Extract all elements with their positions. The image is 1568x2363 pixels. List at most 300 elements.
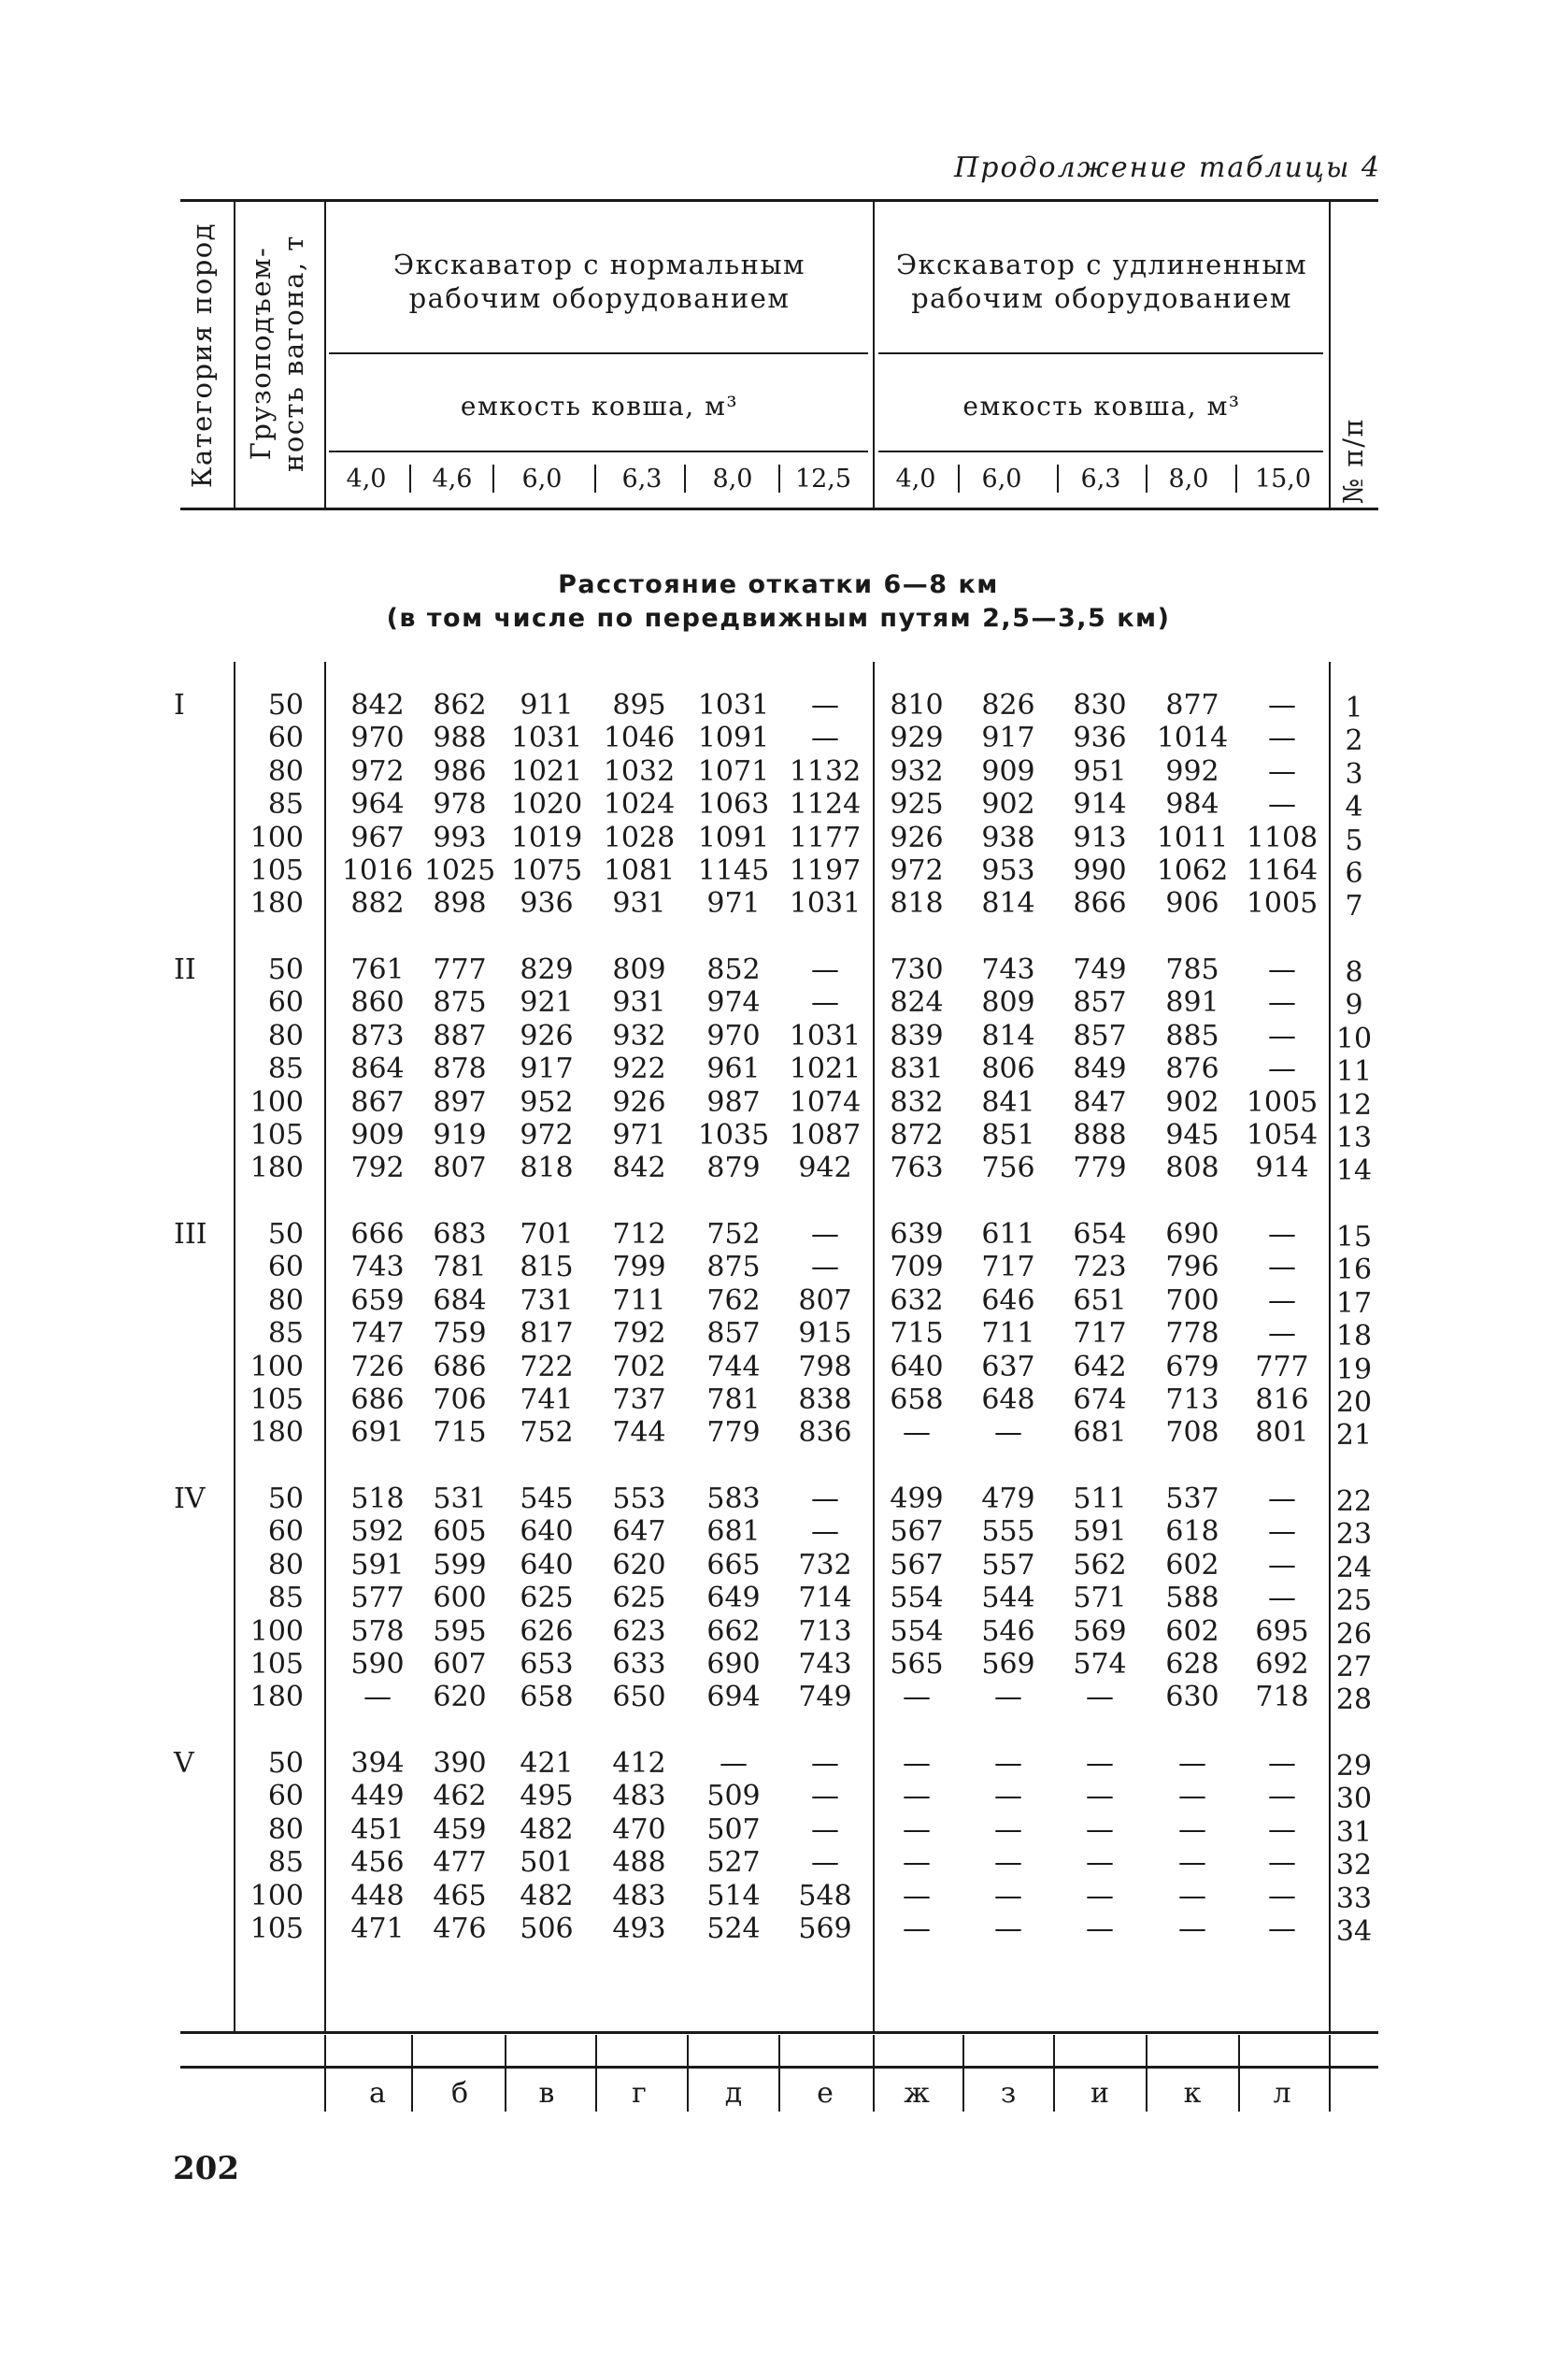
value-cell: 1075 — [510, 854, 583, 887]
load-capacity-cell: 80 — [267, 1019, 304, 1053]
value-cell: 618 — [1165, 1515, 1219, 1549]
value-cell: 695 — [1255, 1614, 1309, 1648]
value-cell: — — [1268, 1053, 1296, 1086]
value-cell: — — [994, 1780, 1022, 1813]
value-cell: — — [1268, 1283, 1296, 1317]
value-cell: — — [811, 1846, 839, 1880]
value-cell: 961 — [706, 1053, 761, 1086]
capacity-value: 8,0 — [712, 465, 753, 494]
value-cell: 451 — [350, 1812, 405, 1846]
value-cell: — — [994, 1846, 1022, 1880]
value-cell: 711 — [981, 1317, 1035, 1351]
section-title — [0, 568, 1562, 636]
value-cell: 747 — [350, 1317, 405, 1351]
bucket-label-normal: емкость ковша, м³ — [460, 391, 739, 422]
value-cell: — — [1086, 1912, 1114, 1945]
value-cell: 722 — [520, 1350, 574, 1383]
row-number-cell: 26 — [1335, 1617, 1373, 1651]
value-cell: — — [903, 1747, 931, 1780]
value-cell: 915 — [798, 1317, 852, 1351]
value-cell: 743 — [350, 1251, 405, 1284]
value-cell: 1035 — [697, 1119, 770, 1152]
value-cell: 952 — [520, 1085, 574, 1119]
value-cell: 642 — [1073, 1350, 1127, 1383]
value-cell: 936 — [520, 887, 574, 921]
value-cell: 925 — [890, 788, 944, 822]
value-cell: 931 — [612, 887, 666, 921]
load-capacity-cell: 85 — [267, 788, 304, 822]
value-cell: — — [1268, 1515, 1296, 1549]
value-cell: 749 — [1073, 953, 1127, 986]
value-cell: 917 — [520, 1053, 574, 1086]
value-cell: 1019 — [510, 821, 583, 854]
value-cell: 650 — [612, 1681, 666, 1714]
row-number-cell: 7 — [1345, 890, 1363, 924]
value-cell: 922 — [612, 1053, 666, 1086]
load-capacity-cell: 180 — [249, 1681, 304, 1714]
value-cell: 867 — [350, 1085, 405, 1119]
column-letter: ж — [904, 2077, 930, 2110]
load-capacity-cell: 105 — [249, 1648, 304, 1681]
value-cell: 902 — [981, 788, 1035, 822]
value-cell: 781 — [706, 1383, 761, 1416]
value-cell: — — [811, 689, 839, 722]
value-cell: 851 — [981, 1119, 1035, 1152]
capacity-value: 6,0 — [521, 465, 563, 494]
value-cell: 1032 — [603, 754, 676, 788]
value-cell: 456 — [350, 1846, 405, 1880]
value-cell: 718 — [1255, 1681, 1309, 1714]
value-cell: 732 — [798, 1548, 852, 1582]
category-label: III — [174, 1218, 207, 1251]
value-cell: 878 — [433, 1053, 487, 1086]
group-extended-title-line1: Экскаватор с удлиненным — [895, 249, 1308, 280]
value-cell: 841 — [981, 1085, 1035, 1119]
value-cell: 557 — [981, 1548, 1035, 1582]
value-cell: 465 — [433, 1879, 487, 1912]
value-cell: — — [1268, 1912, 1296, 1945]
value-cell: 818 — [890, 887, 944, 921]
value-cell: 493 — [612, 1912, 666, 1945]
value-cell: 992 — [1165, 754, 1219, 788]
value-cell: 620 — [433, 1681, 487, 1714]
value-cell: 569 — [1073, 1614, 1127, 1648]
value-cell: 476 — [433, 1912, 487, 1945]
group-extended-title-line2: рабочим оборудованием — [911, 282, 1292, 314]
value-cell: 882 — [350, 887, 405, 921]
value-cell: 1087 — [789, 1119, 862, 1152]
capacity-value: 8,0 — [1168, 465, 1209, 494]
value-cell: — — [1268, 1879, 1296, 1912]
value-cell: — — [903, 1681, 931, 1714]
value-cell: — — [1268, 689, 1296, 722]
section-title-line2: (в том числе по передвижным путям 2,5—3,5 км) — [386, 604, 1171, 633]
value-cell: 839 — [890, 1019, 944, 1053]
row-number-cell: 6 — [1345, 857, 1363, 890]
load-capacity-cell: 60 — [267, 1515, 304, 1549]
value-cell: 744 — [612, 1416, 666, 1450]
table-caption: Продолжение таблицы 4 — [954, 151, 1381, 184]
row-number-cell: 19 — [1335, 1353, 1373, 1386]
row-number-cell: 4 — [1345, 791, 1363, 824]
value-cell: 602 — [1165, 1614, 1219, 1648]
value-cell: 715 — [890, 1317, 944, 1351]
value-cell: 873 — [350, 1019, 405, 1053]
value-cell: 1145 — [697, 854, 770, 887]
value-cell: 507 — [706, 1812, 761, 1846]
value-cell: 501 — [520, 1846, 574, 1880]
value-cell: 862 — [433, 689, 487, 722]
load-capacity-cell: 60 — [267, 722, 304, 755]
value-cell: 970 — [350, 722, 405, 755]
row-number-cell: 1 — [1345, 692, 1363, 724]
value-cell: 567 — [890, 1548, 944, 1582]
value-cell: — — [811, 1218, 839, 1251]
value-cell: 978 — [433, 788, 487, 822]
value-cell: 659 — [350, 1283, 405, 1317]
value-cell: 648 — [981, 1383, 1035, 1416]
value-cell: — — [1268, 1846, 1296, 1880]
load-capacity-cell: 60 — [267, 1780, 304, 1813]
value-cell: — — [1268, 1218, 1296, 1251]
value-cell: — — [1178, 1879, 1206, 1912]
value-cell: 640 — [520, 1515, 574, 1549]
value-cell: 1091 — [697, 722, 770, 755]
value-cell: 838 — [798, 1383, 852, 1416]
value-cell: 694 — [706, 1681, 761, 1714]
value-cell: 875 — [706, 1251, 761, 1284]
value-cell: 730 — [890, 953, 944, 986]
row-number-cell: 30 — [1335, 1783, 1373, 1816]
value-cell: — — [1268, 1582, 1296, 1615]
value-cell: — — [994, 1879, 1022, 1912]
row-number-cell: 14 — [1335, 1154, 1373, 1188]
value-cell: 752 — [706, 1218, 761, 1251]
row-number-cell: 25 — [1335, 1584, 1373, 1618]
row-number-cell: 33 — [1335, 1882, 1373, 1915]
value-cell: 1031 — [510, 722, 583, 755]
row-number-header: № п/п — [1337, 417, 1369, 505]
value-cell: 470 — [612, 1812, 666, 1846]
value-cell: 577 — [350, 1582, 405, 1615]
row-number-cell: 11 — [1335, 1055, 1373, 1089]
value-cell: 849 — [1073, 1053, 1127, 1086]
value-cell: — — [1178, 1780, 1206, 1813]
value-cell: 807 — [798, 1283, 852, 1317]
value-cell: 1197 — [789, 854, 862, 887]
value-cell: 1021 — [789, 1053, 862, 1086]
value-cell: — — [1178, 1846, 1206, 1880]
value-cell: — — [811, 1515, 839, 1549]
value-cell: 926 — [520, 1019, 574, 1053]
load-capacity-cell: 100 — [249, 1879, 304, 1912]
value-cell: — — [363, 1681, 392, 1714]
value-cell: 852 — [706, 953, 761, 986]
value-cell: 831 — [890, 1053, 944, 1086]
value-cell: 567 — [890, 1515, 944, 1549]
value-cell: 749 — [798, 1681, 852, 1714]
value-cell: 578 — [350, 1614, 405, 1648]
column-letter: з — [1000, 2077, 1017, 2110]
value-cell: 809 — [612, 953, 666, 986]
value-cell: 1031 — [789, 887, 862, 921]
capacity-value: 12,5 — [794, 465, 852, 494]
value-cell: 583 — [706, 1482, 761, 1515]
load-capacity-cell: 100 — [249, 1614, 304, 1648]
value-cell: 877 — [1165, 689, 1219, 722]
value-cell: 717 — [1073, 1317, 1127, 1351]
capacity-value: 6,3 — [621, 465, 663, 494]
value-cell: 801 — [1255, 1416, 1309, 1450]
value-cell: 545 — [520, 1482, 574, 1515]
row-number-cell: 34 — [1335, 1915, 1373, 1948]
value-cell: 806 — [981, 1053, 1035, 1086]
value-cell: 479 — [981, 1482, 1035, 1515]
load-capacity-cell: 85 — [267, 1846, 304, 1880]
value-cell: 1028 — [603, 821, 676, 854]
value-cell: 625 — [612, 1582, 666, 1615]
value-cell: 713 — [798, 1614, 852, 1648]
value-cell: 1071 — [697, 754, 770, 788]
row-number-cell: 31 — [1335, 1815, 1373, 1849]
value-cell: 1005 — [1246, 887, 1319, 921]
value-cell: 569 — [798, 1912, 852, 1945]
value-cell: 971 — [706, 887, 761, 921]
value-cell: 715 — [433, 1416, 487, 1450]
value-cell: 743 — [981, 953, 1035, 986]
load-capacity-cell: 180 — [249, 1152, 304, 1185]
value-cell: — — [903, 1879, 931, 1912]
value-cell: — — [1268, 1317, 1296, 1351]
row-number-cell: 10 — [1335, 1022, 1373, 1055]
value-cell: 658 — [890, 1383, 944, 1416]
value-cell: 902 — [1165, 1085, 1219, 1119]
value-cell: 866 — [1073, 887, 1127, 921]
bucket-label-extended: емкость ковша, м³ — [962, 391, 1241, 422]
value-cell: 906 — [1165, 887, 1219, 921]
value-cell: 477 — [433, 1846, 487, 1880]
capacity-value: 4,0 — [346, 465, 387, 494]
value-cell: — — [1268, 986, 1296, 1020]
value-cell: 842 — [350, 689, 405, 722]
row-number-cell: 32 — [1335, 1849, 1373, 1883]
load-capacity-cell: 100 — [249, 1085, 304, 1119]
value-cell: 690 — [1165, 1218, 1219, 1251]
value-cell: 548 — [798, 1879, 852, 1912]
value-cell: 743 — [798, 1648, 852, 1681]
value-cell: — — [994, 1681, 1022, 1714]
load-capacity-cell: 60 — [267, 1251, 304, 1284]
value-cell: 984 — [1165, 788, 1219, 822]
load-capacity-cell: 50 — [267, 1482, 304, 1515]
value-cell: 591 — [350, 1548, 405, 1582]
value-cell: 544 — [981, 1582, 1035, 1615]
row-number-cell: 23 — [1335, 1518, 1373, 1552]
value-cell: — — [1178, 1812, 1206, 1846]
value-cell: 898 — [433, 887, 487, 921]
value-cell: 620 — [612, 1548, 666, 1582]
value-cell: 913 — [1073, 821, 1127, 854]
value-cell: 511 — [1073, 1482, 1127, 1515]
value-cell: 779 — [706, 1416, 761, 1450]
row-number-cell: 22 — [1335, 1485, 1373, 1518]
value-cell: 993 — [433, 821, 487, 854]
load-capacity-cell: 85 — [267, 1053, 304, 1086]
value-cell: 421 — [520, 1747, 574, 1780]
value-cell: 701 — [520, 1218, 574, 1251]
value-cell: — — [1268, 722, 1296, 755]
value-cell: 808 — [1165, 1152, 1219, 1185]
value-cell: — — [903, 1846, 931, 1880]
value-cell: — — [994, 1912, 1022, 1945]
value-cell: — — [994, 1747, 1022, 1780]
capacity-value: 6,3 — [1080, 465, 1121, 494]
value-cell: — — [811, 1482, 839, 1515]
value-cell: — — [1268, 1019, 1296, 1053]
value-cell: 394 — [350, 1747, 405, 1780]
value-cell: 611 — [981, 1218, 1035, 1251]
row-number-cell: 3 — [1345, 757, 1363, 791]
row-number-cell: 8 — [1345, 956, 1363, 989]
value-cell: 665 — [706, 1548, 761, 1582]
value-cell: 506 — [520, 1912, 574, 1945]
value-cell: 651 — [1073, 1283, 1127, 1317]
row-number-cell: 9 — [1345, 989, 1363, 1023]
value-cell: 1031 — [697, 689, 770, 722]
value-cell: 953 — [981, 854, 1035, 887]
row-number-cell: 12 — [1335, 1088, 1373, 1122]
value-cell: — — [903, 1912, 931, 1945]
value-cell: 590 — [350, 1648, 405, 1681]
value-cell: 964 — [350, 788, 405, 822]
value-cell: 448 — [350, 1879, 405, 1912]
value-cell: 412 — [612, 1747, 666, 1780]
row-number-cell: 2 — [1345, 724, 1363, 758]
value-cell: 658 — [520, 1681, 574, 1714]
value-cell: 815 — [520, 1251, 574, 1284]
value-cell: 524 — [706, 1912, 761, 1945]
value-cell: — — [1086, 1780, 1114, 1813]
column-letter: а — [369, 2077, 386, 2110]
value-cell: — — [1268, 1482, 1296, 1515]
value-cell: 1005 — [1246, 1085, 1319, 1119]
value-cell: 633 — [612, 1648, 666, 1681]
load-capacity-cell: 105 — [249, 854, 304, 887]
value-cell: — — [811, 1251, 839, 1284]
value-cell: 929 — [890, 722, 944, 755]
value-cell: — — [811, 722, 839, 755]
column-letter: л — [1273, 2077, 1291, 2110]
value-cell: 681 — [1073, 1416, 1127, 1450]
value-cell: 785 — [1165, 953, 1219, 986]
capacity-value: 4,6 — [432, 465, 473, 494]
capacity-value: 15,0 — [1254, 465, 1312, 494]
value-cell: 653 — [520, 1648, 574, 1681]
load-capacity-cell: 50 — [267, 689, 304, 722]
value-cell: — — [1268, 788, 1296, 822]
capacity-header-line2: ность вагона, т — [278, 235, 309, 472]
value-cell: 942 — [798, 1152, 852, 1185]
value-cell: 574 — [1073, 1648, 1127, 1681]
value-cell: 527 — [706, 1846, 761, 1880]
value-cell: 462 — [433, 1780, 487, 1813]
value-cell: 571 — [1073, 1582, 1127, 1615]
load-capacity-cell: 85 — [267, 1317, 304, 1351]
value-cell: 875 — [433, 986, 487, 1020]
value-cell: — — [811, 1747, 839, 1780]
value-cell: 553 — [612, 1482, 666, 1515]
value-cell: 717 — [981, 1251, 1035, 1284]
value-cell: 482 — [520, 1879, 574, 1912]
value-cell: 971 — [612, 1119, 666, 1152]
value-cell: 741 — [520, 1383, 574, 1416]
group-normal-title — [326, 248, 873, 315]
column-letter: б — [450, 2077, 469, 2110]
column-letter: к — [1183, 2077, 1202, 2110]
value-cell: 972 — [350, 754, 405, 788]
value-cell: 762 — [706, 1283, 761, 1317]
value-cell: 972 — [520, 1119, 574, 1152]
value-cell: — — [1268, 1780, 1296, 1813]
value-cell: 911 — [520, 689, 574, 722]
value-cell: 726 — [350, 1350, 405, 1383]
value-cell: 708 — [1165, 1416, 1219, 1450]
value-cell: 625 — [520, 1582, 574, 1615]
value-cell: 690 — [706, 1648, 761, 1681]
value-cell: 483 — [612, 1780, 666, 1813]
value-cell: 914 — [1073, 788, 1127, 822]
value-cell: 1024 — [603, 788, 676, 822]
column-letter: д — [724, 2077, 743, 2110]
value-cell: 792 — [612, 1317, 666, 1351]
value-cell: 936 — [1073, 722, 1127, 755]
value-cell: — — [1268, 1548, 1296, 1582]
value-cell: 926 — [612, 1085, 666, 1119]
value-cell: 988 — [433, 722, 487, 755]
value-cell: — — [811, 986, 839, 1020]
value-cell: — — [903, 1780, 931, 1813]
value-cell: 914 — [1255, 1152, 1309, 1185]
value-cell: — — [1086, 1812, 1114, 1846]
value-cell: 970 — [706, 1019, 761, 1053]
value-cell: 986 — [433, 754, 487, 788]
value-cell: 483 — [612, 1879, 666, 1912]
value-cell: 917 — [981, 722, 1035, 755]
load-capacity-cell: 80 — [267, 1548, 304, 1582]
value-cell: — — [903, 1812, 931, 1846]
value-cell: 639 — [890, 1218, 944, 1251]
value-cell: 826 — [981, 689, 1035, 722]
value-cell: 857 — [1073, 1019, 1127, 1053]
value-cell: 607 — [433, 1648, 487, 1681]
value-cell: — — [811, 953, 839, 986]
load-capacity-cell: 60 — [267, 986, 304, 1020]
load-capacity-cell: 80 — [267, 1283, 304, 1317]
capacity-header-line1: Грузоподъем- — [245, 246, 277, 461]
value-cell: — — [994, 1416, 1022, 1450]
row-number-cell: 16 — [1335, 1253, 1373, 1287]
value-cell: 649 — [706, 1582, 761, 1615]
value-cell: 588 — [1165, 1582, 1219, 1615]
value-cell: — — [994, 1812, 1022, 1846]
value-cell: 792 — [350, 1152, 405, 1185]
value-cell: 390 — [433, 1747, 487, 1780]
value-cell: 1074 — [789, 1085, 862, 1119]
value-cell: 555 — [981, 1515, 1035, 1549]
value-cell: 931 — [612, 986, 666, 1020]
value-cell: 1063 — [697, 788, 770, 822]
value-cell: 495 — [520, 1780, 574, 1813]
